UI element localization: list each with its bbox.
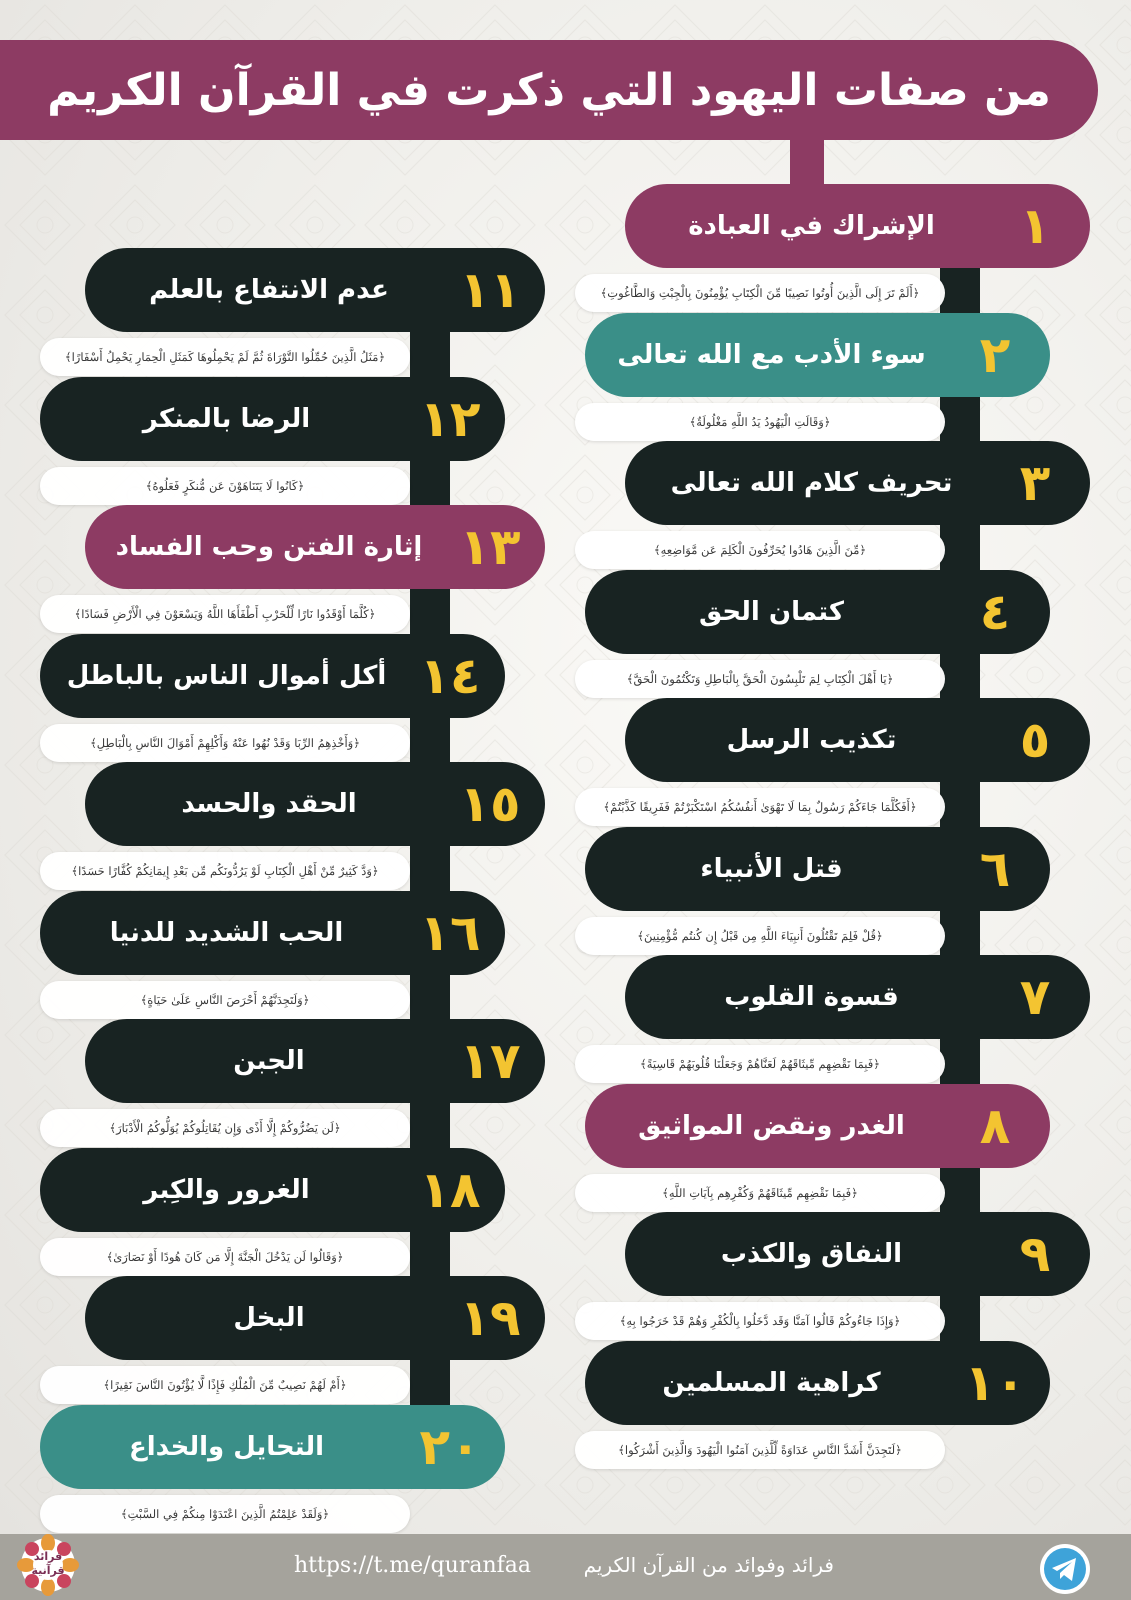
verse-pill-11: ﴿مَثَلُ الَّذِينَ حُمِّلُوا التَّوْرَاةَ ثُمَّ لَمْ يَحْمِلُوهَا كَمَثَلِ الْحِمَارِ يَحْمِلُ أَسْفَارًا﴾: [40, 338, 410, 376]
trait-number: ١٢: [419, 389, 481, 448]
trait-label: كتمان الحق: [698, 596, 845, 627]
trait-label: كراهية المسلمين: [662, 1367, 881, 1398]
trait-label: سوء الأدب مع الله تعالى: [617, 339, 926, 370]
trait-label: الغدر ونقض المواثيق: [638, 1110, 905, 1141]
trait-bar-7: [625, 955, 1090, 1039]
trait-number: ١٧: [459, 1032, 521, 1090]
trait-number: ٥: [1019, 711, 1051, 769]
trait-label: التحايل والخداع: [128, 1431, 325, 1462]
trait-label: الجبن: [233, 1046, 305, 1076]
trait-bar-6: [585, 827, 1050, 911]
logo-text: فرائد قرآنية: [31, 1550, 65, 1577]
trait-bar-11: [85, 248, 545, 332]
trait-number: ١٣: [459, 518, 521, 576]
verse-pill-19: ﴿أَمْ لَهُمْ نَصِيبٌ مِّنَ الْمُلْكِ فَإِذًا لَّا يُؤْتُونَ النَّاسَ نَقِيرًا﴾: [40, 1366, 410, 1404]
trait-number: ٦: [979, 839, 1011, 898]
verse-pill-5: ﴿أَفَكُلَّمَا جَاءَكُمْ رَسُولٌ بِمَا لَا تَهْوَىٰ أَنفُسُكُمُ اسْتَكْبَرْتُمْ فَفَرِيقًا كَذَّبْتُمْ﴾: [575, 788, 945, 826]
trait-bar-9: [625, 1212, 1090, 1296]
trait-label: الحب الشديد للدنيا: [109, 917, 344, 948]
trait-label: تكذيب الرسل: [726, 725, 897, 755]
trait-bar-5: [625, 698, 1090, 782]
trait-bar-17: [85, 1019, 545, 1103]
verse-pill-16: ﴿وَلَتَجِدَنَّهُمْ أَحْرَصَ النَّاسِ عَلَىٰ حَيَاةٍ﴾: [40, 981, 410, 1019]
verse-pill-17: ﴿لَن يَضُرُّوكُمْ إِلَّا أَذًى وَإِن يُقَاتِلُوكُمْ يُوَلُّوكُمُ الْأَدْبَارَ﴾: [40, 1109, 410, 1147]
trait-label: البخل: [233, 1303, 305, 1333]
verse-pill-8: ﴿فَبِمَا نَقْضِهِم مِّيثَاقَهُمْ وَكُفْرِهِم بِآيَاتِ اللَّهِ﴾: [575, 1174, 945, 1212]
verse-pill-3: ﴿مِّنَ الَّذِينَ هَادُوا يُحَرِّفُونَ الْكَلِمَ عَن مَّوَاضِعِهِ﴾: [575, 531, 945, 569]
trait-number: ٩: [1019, 1225, 1051, 1283]
verse-pill-13: ﴿كُلَّمَا أَوْقَدُوا نَارًا لِّلْحَرْبِ أَطْفَأَهَا اللَّهُ وَيَسْعَوْنَ فِي الْأَرْضِ فَسَادًا﴾: [40, 595, 410, 633]
trait-bar-8: [585, 1084, 1050, 1168]
trait-label: أكل أموال الناس بالباطل: [66, 660, 387, 691]
trait-bar-1: [625, 184, 1090, 268]
trait-bar-14: [40, 634, 505, 718]
verse-pill-4: ﴿يَا أَهْلَ الْكِتَابِ لِمَ تَلْبِسُونَ الْحَقَّ بِالْبَاطِلِ وَتَكْتُمُونَ الْحَقَّ﴾: [575, 660, 945, 698]
trait-bar-15: [85, 762, 545, 846]
channel-name: فرائد وفوائد من القرآن الكريم: [583, 1553, 834, 1577]
trait-number: ٧: [1019, 968, 1051, 1026]
verse-pill-9: ﴿وَإِذَا جَاءُوكُمْ قَالُوا آمَنَّا وَقَد دَّخَلُوا بِالْكُفْرِ وَهُمْ قَدْ خَرَجُوا بِهِ﴾: [575, 1302, 945, 1340]
trait-number: ٤: [979, 582, 1011, 641]
trait-label: قسوة القلوب: [724, 982, 899, 1012]
trait-number: ١٠: [964, 1353, 1026, 1412]
trait-bar-3: [625, 441, 1090, 525]
verse-pill-6: ﴿قُلْ فَلِمَ تَقْتُلُونَ أَنبِيَاءَ اللَّهِ مِن قَبْلُ إِن كُنتُم مُّؤْمِنِينَ﴾: [575, 917, 945, 955]
trait-bar-10: [585, 1341, 1050, 1425]
telegram-icon[interactable]: [1038, 1542, 1092, 1596]
verse-pill-15: ﴿وَدَّ كَثِيرٌ مِّنْ أَهْلِ الْكِتَابِ لَوْ يَرُدُّونَكُم مِّن بَعْدِ إِيمَانِكُمْ كُفَّارًا حَسَدًا﴾: [40, 852, 410, 890]
trait-number: ١٩: [459, 1289, 521, 1347]
trait-bar-19: [85, 1276, 545, 1360]
trait-label: الحقد والحسد: [181, 789, 357, 819]
verse-pill-14: ﴿وَأَخْذِهِمُ الرِّبَا وَقَدْ نُهُوا عَنْهُ وَأَكْلِهِمْ أَمْوَالَ النَّاسِ بِالْبَاطِلِ﴾: [40, 724, 410, 762]
verse-pill-18: ﴿وَقَالُوا لَن يَدْخُلَ الْجَنَّةَ إِلَّا مَن كَانَ هُودًا أَوْ نَصَارَىٰ﴾: [40, 1238, 410, 1276]
trait-bar-13: [85, 505, 545, 589]
trait-bar-12: [40, 377, 505, 461]
trait-number: ١٦: [419, 903, 481, 962]
trait-label: الرضا بالمنكر: [142, 403, 311, 434]
verse-pill-7: ﴿فَبِمَا نَقْضِهِم مِّيثَاقَهُمْ لَعَنَّاهُمْ وَجَعَلْنَا قُلُوبَهُمْ قَاسِيَةً﴾: [575, 1045, 945, 1083]
trait-bar-20: [40, 1405, 505, 1489]
channel-link[interactable]: https://t.me/quranfaa: [294, 1553, 532, 1578]
trait-number: ١٤: [419, 646, 481, 705]
trait-number: ١: [1019, 197, 1051, 255]
trait-label: إثارة الفتن وحب الفساد: [115, 532, 423, 562]
trait-label: النفاق والكذب: [720, 1239, 903, 1269]
verse-pill-1: ﴿أَلَمْ تَرَ إِلَى الَّذِينَ أُوتُوا نَصِيبًا مِّنَ الْكِتَابِ يُؤْمِنُونَ بِالْجِبْتِ وَالطَّاغُوتِ﴾: [575, 274, 945, 312]
trait-label: تحريف كلام الله تعالى: [670, 468, 953, 498]
title-connector: [790, 130, 824, 192]
verse-pill-10: ﴿لَتَجِدَنَّ أَشَدَّ النَّاسِ عَدَاوَةً لِّلَّذِينَ آمَنُوا الْيَهُودَ وَالَّذِينَ أَشْرَكُوا﴾: [575, 1431, 945, 1469]
verse-pill-20: ﴿وَلَقَدْ عَلِمْتُمُ الَّذِينَ اعْتَدَوْا مِنكُمْ فِي السَّبْتِ﴾: [40, 1495, 410, 1533]
verse-pill-2: ﴿وَقَالَتِ الْيَهُودُ يَدُ اللَّهِ مَغْلُولَةٌ﴾: [575, 403, 945, 441]
trait-label: قتل الأنبياء: [700, 853, 843, 884]
trait-label: الإشراك في العبادة: [688, 211, 935, 241]
trait-number: ٢٠: [419, 1417, 481, 1476]
trait-bar-4: [585, 570, 1050, 654]
verse-pill-12: ﴿كَانُوا لَا يَتَنَاهَوْنَ عَن مُّنكَرٍ فَعَلُوهُ﴾: [40, 467, 410, 505]
trait-number: ١٨: [419, 1160, 481, 1219]
trait-number: ٢: [979, 325, 1011, 384]
trait-number: ٨: [979, 1096, 1011, 1155]
trait-bar-18: [40, 1148, 505, 1232]
page-title: من صفات اليهود التي ذكرت في القرآن الكريم: [0, 40, 1098, 140]
trait-label: الغرور والكِبر: [143, 1174, 310, 1205]
trait-label: عدم الانتفاع بالعلم: [149, 275, 389, 305]
trait-bar-2: [585, 313, 1050, 397]
trait-bar-16: [40, 891, 505, 975]
trait-number: ١٥: [459, 775, 521, 833]
trait-number: ١١: [459, 261, 521, 319]
trait-number: ٣: [1019, 454, 1051, 512]
